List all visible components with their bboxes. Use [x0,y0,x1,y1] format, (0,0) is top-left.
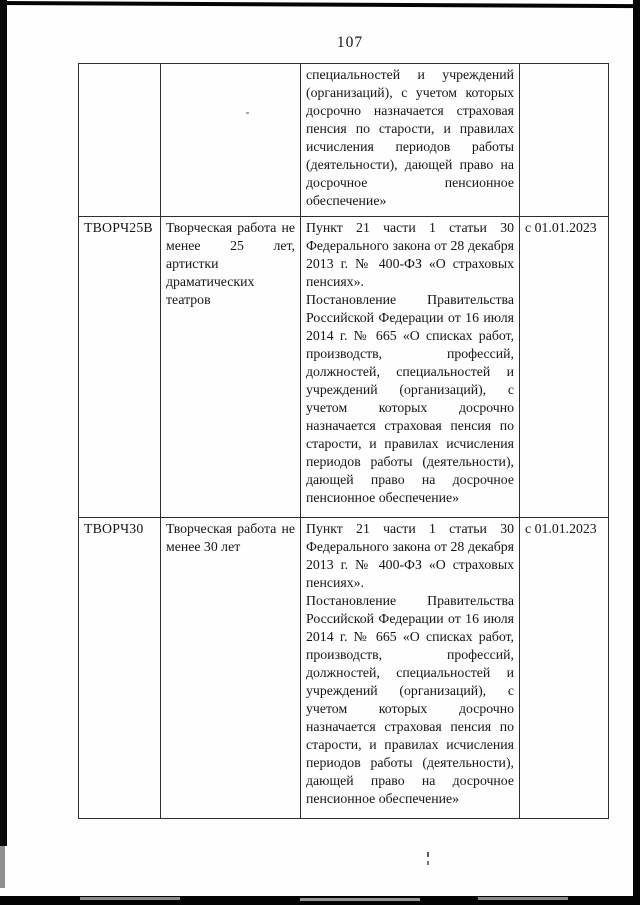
condition-text: Творческая работа не менее 25 лет, артистки драматических театров [166,220,295,307]
legal-basis-cell [301,217,520,518]
code-cell-empty [79,64,161,217]
legal-basis-cell [301,64,520,217]
page-number: 107 [336,34,364,51]
date-cell: с 01.01.2023 [520,217,609,518]
legal-basis-paragraph: Постановление Правительства Российской Федерации от 16 июля 2014 г. № 665 «О списках работ, производств, профессий, должностей, специальностей и учреждений (организаций), с учетом которых досрочно назначается страховая пенсия по старости, и правилах исчисления периодов работы (деятельности), дающей право на досрочное пенсионное обеспечение» [306,593,514,806]
date-cell: с 01.01.2023 [520,518,609,819]
scan-artifact-bottom-patch [300,898,420,901]
legal-basis-cell [301,518,520,819]
legal-basis-paragraph: Постановление Правительства Российской Федерации от 16 июля 2014 г. № 665 «О списках работ, производств, профессий, должностей, специальностей и учреждений (организаций), с учетом которых досрочно назначается страховая пенсия по старости, и правилах исчисления периодов работы (деятельности), дающей право на досрочное пенсионное обеспечение» [306,292,514,505]
scan-artifact-top-edge [0,1,640,8]
code-cell: ТВОРЧ25В [79,217,161,518]
code-cell: ТВОРЧ30 [79,518,161,819]
legal-basis-paragraph: Пункт 21 части 1 статьи 30 Федерального закона от 28 декабря 2013 г. № 400-ФЗ «О страховых пенсиях». [306,220,514,289]
scan-artifact-bottom-patch [80,897,180,900]
condition-cell [161,217,301,518]
condition-cell [161,518,301,819]
scan-artifact-left-edge [0,0,7,846]
table-row [79,217,609,518]
condition-cell-empty [161,64,301,217]
legal-basis-text: специальностей и учреждений (организаций), с учетом которых досрочно назначается страховая пенсия по старости, и правилах исчисления периодов работы (деятельности), дающей право на досрочное пенсионное обеспечение» [306,67,514,208]
scan-artifact-bottom-patch [478,897,568,900]
scan-speck [427,852,429,857]
scan-artifact-left-edge-fade [0,846,5,888]
scan-artifact-bottom-edge [0,896,640,905]
table-row [79,518,609,819]
table-row-continuation [79,64,609,217]
condition-text: Творческая работа не менее 30 лет [166,521,295,554]
pension-codes-table [78,63,609,819]
date-cell-empty [520,64,609,217]
scan-speck [427,861,429,865]
scan-artifact-right-edge [633,0,640,905]
legal-basis-paragraph: Пункт 21 части 1 статьи 30 Федерального закона от 28 декабря 2013 г. № 400-ФЗ «О страховых пенсиях». [306,521,514,590]
